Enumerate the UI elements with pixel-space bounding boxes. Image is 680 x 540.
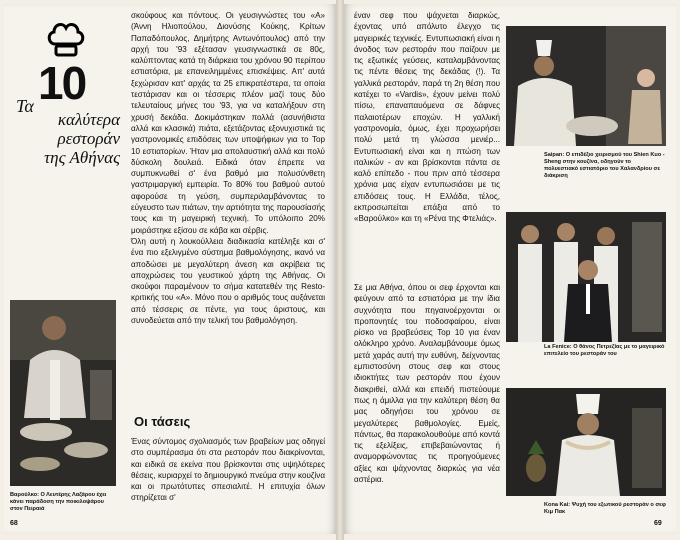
title-line-2: ρεστοράν bbox=[57, 129, 120, 148]
page-number-right: 69 bbox=[654, 520, 662, 527]
chef-hat-icon bbox=[46, 20, 86, 58]
photo-kona-kai bbox=[506, 388, 666, 496]
title-prefix: Τα bbox=[16, 96, 34, 116]
caption-varoulko: Βαρούλκο: Ο Λευτέρης Λαζάρου έχει κάνει παράδοση την ποικιλοψάρου στον Πειραιά bbox=[10, 492, 107, 512]
page-number-left: 68 bbox=[10, 520, 18, 527]
left-body-bottom: Ένας σύντομος σχολιασμός των βραβείων μας οδηγεί στο συμπέρασμα ότι στα ρεστοράν που διακρίνονται, και ειδικά σε εκείνα που βρίσκονται στις υψηλότερες θέσεις, κυριαρχεί το δημιουργικό πνεύμα στην κουζίνα και οι πρωτότυπες σπεσιαλιτέ. Η επιτυχία όλων στηρίζεται σ' bbox=[131, 437, 325, 503]
right-body-bottom: Σε μια Αθήνα, όπου οι σεφ έρχονται και φεύγουν από τα εστιατόρια με την ίδια συχνότητα που πηγαινοέρχονται οι προπονητές του ποδοσφαίρου, είναι ρίσκο να βραβεύσεις Top 10 για έναν ολόκληρο χρόνο. Αναλαμβάνουμε όμως μετά χαράς αυτή την ευθύνη, δείχνοντας εμπιστοσύνη στους σεφ και στους ιδιοκτήτες των ρεστοράν που έχουν διακριθεί, αλλά και επειδή πιστεύουμε πως η άμιλλα για την καλύτερη θέση θα μας οδηγήσει του χρόνου σε μεγαλύτερες βαθμολογίες. Εμείς, πάντως, θα παρακολουθούμε από κοντά τις εξελίξεις, επιβεβαιώνοντας ή αναμορφώνοντας τις προηγούμενες αξίες και ψάχνοντας διαρκώς για νέα αστέρια. bbox=[354, 283, 500, 485]
title-line-1: καλύτερα bbox=[57, 110, 120, 129]
photo-la-fenice bbox=[506, 212, 666, 342]
photo-varoulko bbox=[10, 300, 116, 486]
section-heading: Οι τάσεις bbox=[134, 414, 191, 429]
photo-saipan bbox=[506, 26, 666, 146]
left-body-top: σκούφους και πόντους. Οι γευσιγνώστες του «Α» (Άννη Ηλιοπούλου, Διονύσης Κούκης, Κρίτων Παπαδόπουλος, Δημήτρης Αντωνόπουλος) από την αρχή του '93 εξέτασαν γευσιγνωστικά σε 80ς, καλύπτοντας κατά τη διάρκεια του χρόνου 90 περίπου εστιατόρια, με επανειλημμένες επισκέψεις. Απ' αυτά ξεχώρισαν κατ' αρχάς τα 25 επικρατέστερα, τα οποία τεστάρισαν και οι τέσσερις πλέον μαζί τους δύο τελευταίους μήνες του '93, για να καταλήξουν στη χρυσή δεκάδα. Δοκιμάστηκαν πολλά (ασυνήθιστα αλλά και κλασικά) πιάτα, εξετάζοντας εξονυχιστικά τις γαστρονομικές επιδόσεις των υποψήφιων για το Top 10 εστιατορίων. Ήταν μια απολαυστική αλλά και πολύ δύσκολη δουλειά. Ειδικά όταν έπρεπε να συμπυκνωθεί σ' ένα βαθμό μια πολυσύνθετη γαστριμαργική εμπειρία. Το 80% του βαθμού αυτού αφορούσε τη γεύση, συμπεριλαμβάνοντας το εύγευστο των πιάτων, την αρτιότητα της παρουσίασής τους και τη μαγειρική τεχνική. Το υπόλοιπο 20% μοιράστηκε εξίσου σε κάβα και σέρβις. bbox=[131, 11, 325, 235]
feature-title bbox=[16, 18, 120, 168]
title-number: 10 bbox=[38, 57, 86, 109]
caption-kona-kai: Kona Kai: Ψυχή του εξωτικού ρεστοράν ο σεφ Κιμ Πακ bbox=[544, 502, 666, 515]
left-page bbox=[4, 4, 336, 534]
left-body-column bbox=[131, 10, 325, 326]
right-page bbox=[344, 4, 676, 534]
left-body-mid: Όλη αυτή η λουκούλλεια διαδικασία κατέληξε και σ' ένα πιο εξελιγμένο σύστημα βαθμολόγησης, ικανό να αποδώσει με μεγαλύτερη άνεση και ακρίβεια τις αποχρώσεις του γευστικού χάρτη της Αθήνας. Οι σκούφοι παραμένουν το σήμα κατατεθέν της Resto-κριτικής του «Α». Μόνο που ο αριθμός τους αυξάνεται από τέσσερις σε πέντε, για τους άριστους, και συνοδεύεται από την τελική του βαθμολόγηση. bbox=[131, 236, 325, 326]
right-body-top: έναν σεφ που ψάχνεται διαρκώς, έχοντας υπό απόλυτο έλεγχο τις μαγειρικές τεχνικές. Εντυπωσιακή είναι η άνοδος των ρεστοράν που παίζουν με τις εξωτικές γεύσεις, καταλαμβάνοντας τις πέντε θέσεις της δεκάδας (!). Τα γαλλικά ρεστοράν, παρά τη 2η θέση που κατέχει το «Vardis», έχουν μείνει πολύ πίσω, επαναπαυόμενα σε δάφνες παλαιοτέρων εποχών. Η γαλλική γαστρονομία, όμως, έχει προχωρήσει πολύ μετά τη γλώσσα μενιέρ... Εντυπωσιακή είναι και η πτώση των ιταλικών - αν και βρίσκονται πάντα σε καλό επίπεδο - που πριν από τέσσερα χρόνια μας είχαν εντυπωσιάσει με τις επιδόσεις τους. Η Ελλάδα, τέλος, εκπροσωπείται επάξια από το «Βαρούλκο» και τη «Ρένα της Φτελιάς». bbox=[354, 11, 500, 224]
book-gutter bbox=[336, 0, 344, 540]
title-line-3: της Αθήνας bbox=[44, 148, 120, 167]
caption-saipan: Saipan: Ο επιδέξιο χειρισμού του Shien Kuo - Sheng στην κουζίνα, οδηγούν το πολυεστιακό εστιατόριο του Χαλανδρίου σε διάκριση bbox=[544, 152, 665, 179]
caption-la-fenice: La Fenice: Ο θάνος Πετρεζίας με το μαγειρικό επιτελείο του ρεστοράν του bbox=[544, 344, 665, 357]
